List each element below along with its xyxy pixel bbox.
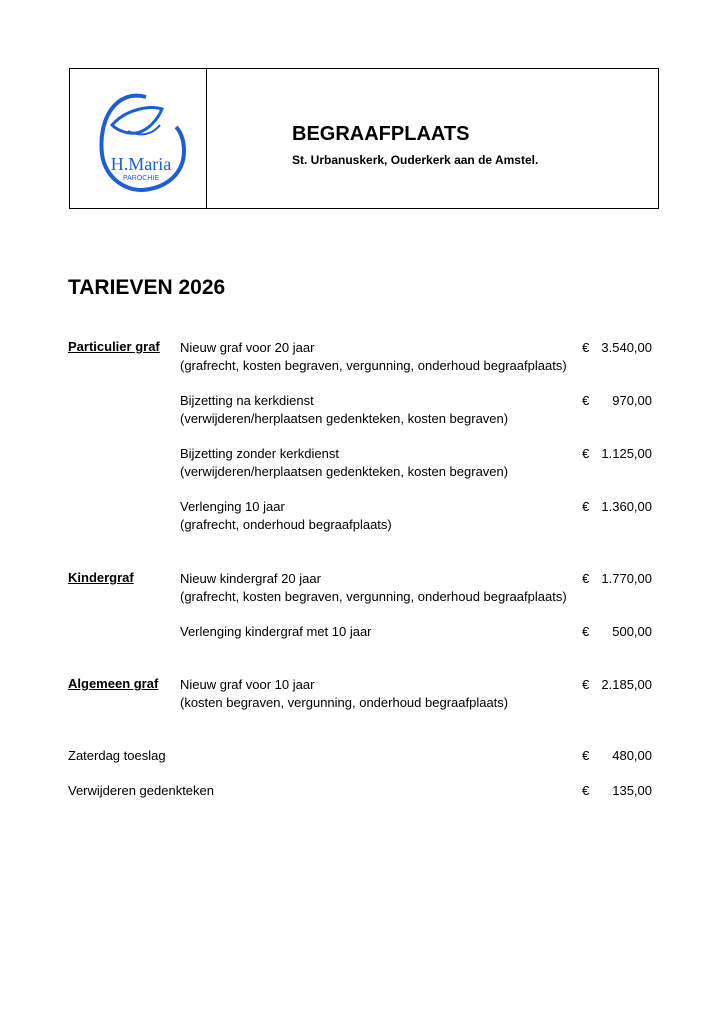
item-note: (grafrecht, kosten begraven, vergunning, onderhoud begraafplaats) [180,358,567,373]
extra-row [68,782,652,800]
logo-name: H.Maria [110,153,172,174]
amount: 2.185,00 [601,677,652,692]
item-name: Verlenging kindergraf met 10 jaar [180,624,372,639]
currency-symbol: € [582,783,590,798]
item-note: (verwijderen/herplaatsen gedenkteken, kosten begraven) [180,411,509,426]
item-name: Bijzetting na kerkdienst [180,393,314,408]
extra-name: Zaterdag toeslag [68,748,166,763]
header-title: BEGRAAFPLAATS [292,123,470,145]
currency-symbol: € [582,748,590,763]
logo-sub: PAROCHIE [122,174,160,182]
currency-symbol: € [582,446,590,461]
amount: 1.360,00 [601,499,652,514]
currency-symbol: € [582,393,590,408]
item-name: Verlenging 10 jaar [180,499,285,514]
section-label: Particulier graf [68,339,160,354]
item-note: (grafrecht, kosten begraven, vergunning, onderhoud begraafplaats) [180,589,567,604]
header-subtitle: St. Urbanuskerk, Ouderkerk aan de Amstel. [292,153,539,167]
item-note: (verwijderen/herplaatsen gedenkteken, kosten begraven) [180,464,509,479]
title-cell [207,69,658,208]
amount: 970,00 [612,393,652,408]
item-name: Bijzetting zonder kerkdienst [180,446,339,461]
item-note: (kosten begraven, vergunning, onderhoud begraafplaats) [180,695,509,710]
currency-symbol: € [582,677,590,692]
extra-row [68,747,652,765]
item-name: Nieuw kindergraf 20 jaar [180,571,321,586]
section-label: Algemeen graf [68,676,159,691]
page-title: TARIEVEN 2026 [68,276,226,299]
parish-logo [88,79,188,199]
amount: 1.770,00 [601,571,652,586]
amount: 500,00 [612,624,652,639]
currency-symbol: € [582,624,590,639]
item-name: Nieuw graf voor 10 jaar [180,677,315,692]
logo-cell [70,69,207,208]
amount: 135,00 [612,783,652,798]
section-label: Kindergraf [68,570,134,585]
amount: 1.125,00 [601,446,652,461]
header-box [69,68,659,209]
item-note: (grafrecht, onderhoud begraafplaats) [180,517,392,532]
amount: 480,00 [612,748,652,763]
amount: 3.540,00 [601,340,652,355]
currency-symbol: € [582,499,590,514]
currency-symbol: € [582,340,590,355]
item-name: Nieuw graf voor 20 jaar [180,340,315,355]
extra-name: Verwijderen gedenkteken [68,783,214,798]
currency-symbol: € [582,571,590,586]
